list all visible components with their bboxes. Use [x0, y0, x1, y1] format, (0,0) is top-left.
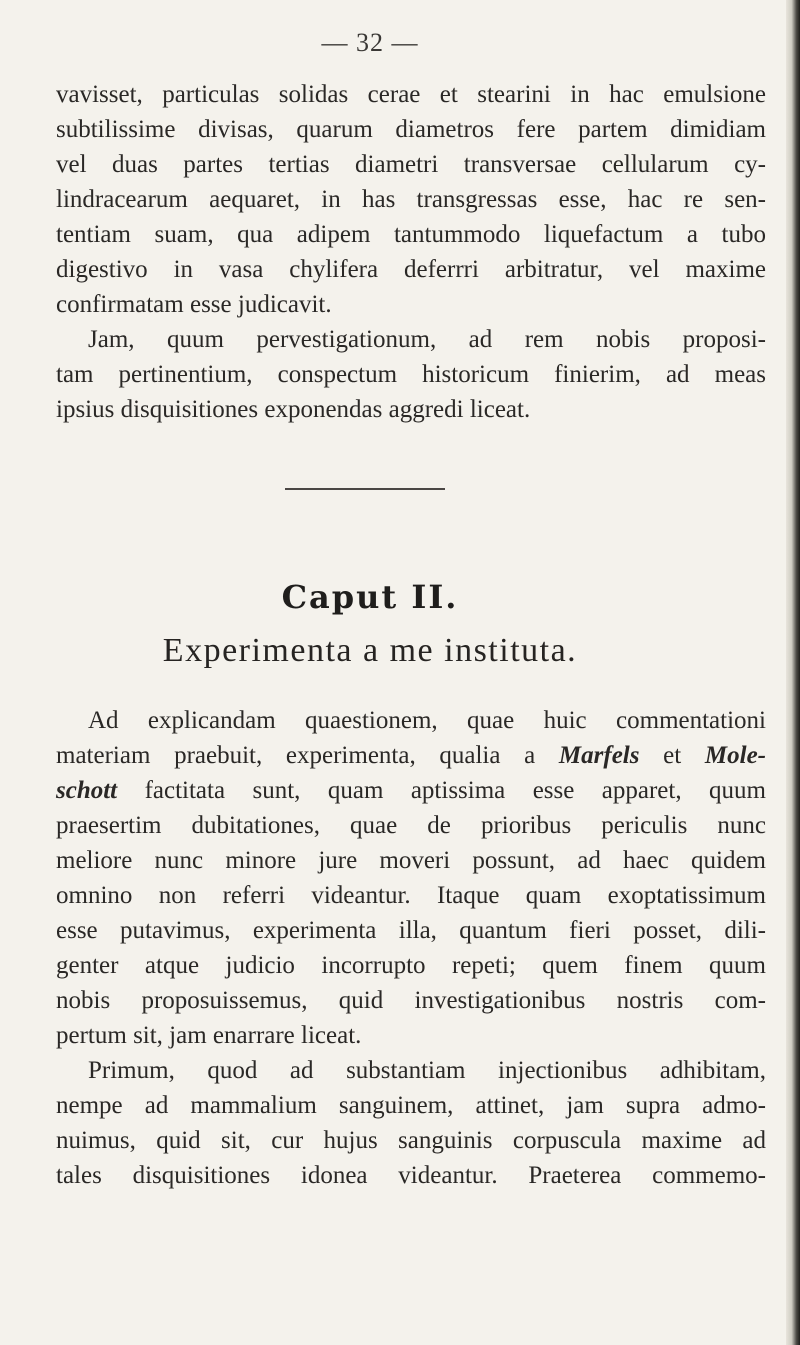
author-name: schott — [56, 777, 118, 804]
text-line — [56, 776, 766, 806]
page-edge-shadow — [786, 0, 800, 1345]
text-line: vavisset, particulas solidas cerae et stearini in hac emulsione — [56, 81, 766, 108]
text-line: ipsius disquisitiones exponendas aggredi liceat. — [56, 396, 531, 423]
text-line: omnino non referri videantur. Itaque quam exoptatissimum — [56, 882, 766, 909]
section-divider — [285, 488, 445, 490]
author-name: Marfels — [558, 742, 640, 769]
text-fragment: materiam praebuit, experimenta, qualia a — [56, 742, 559, 769]
text-line: nempe ad mammalium sanguinem, attinet, jam supra admo- — [56, 1092, 766, 1119]
page-number: — 32 — — [321, 28, 419, 57]
text-fragment: et — [639, 742, 705, 769]
text-line: nuimus, quid sit, cur hujus sanguinis corpuscula maxime ad — [56, 1127, 766, 1154]
text-line: Primum, quod ad substantiam injectionibus adhibitam, — [88, 1057, 766, 1084]
text-line: esse putavimus, experimenta illa, quantum fieri posset, dili- — [56, 917, 766, 944]
text-line: confirmatam esse judicavit. — [56, 291, 332, 318]
text-line: tales disquisitiones idonea videantur. Praeterea commemo- — [56, 1162, 766, 1189]
text-line: digestivo in vasa chylifera deferrri arbitratur, vel maxime — [56, 256, 766, 283]
text-line: tentiam suam, qua adipem tantummodo liquefactum a tubo — [56, 221, 766, 248]
text-line: genter atque judicio incorrupto repeti; quem finem quum — [56, 952, 766, 979]
text-line: lindracearum aequaret, in has transgressas esse, hac re sen- — [56, 186, 766, 213]
text-line — [56, 741, 766, 771]
text-line: subtilissime divisas, quarum diametros fere partem dimidiam — [56, 116, 766, 143]
text-line: Jam, quum pervestigationum, ad rem nobis proposi- — [88, 326, 766, 353]
text-line: meliore nunc minore jure moveri possunt, ad haec quidem — [56, 847, 766, 874]
text-line: Ad explicandam quaestionem, quae huic commentationi — [88, 707, 766, 734]
text-line: pertum sit, jam enarrare liceat. — [56, 1022, 362, 1049]
text-fragment: factitata sunt, quam aptissima esse apparet, quum — [117, 777, 766, 804]
text-line: tam pertinentium, conspectum historicum finierim, ad meas — [56, 361, 766, 388]
text-line: nobis proposuissemus, quid investigationibus nostris com- — [56, 987, 766, 1014]
text-line: praesertim dubitationes, quae de prioribus periculis nunc — [56, 812, 766, 839]
text-line: vel duas partes tertias diametri transversae cellularum cy- — [56, 151, 766, 178]
section-title: Experimenta a me instituta. — [162, 632, 578, 669]
chapter-heading: Caput II. — [281, 578, 459, 616]
author-name: Mole- — [704, 742, 766, 769]
